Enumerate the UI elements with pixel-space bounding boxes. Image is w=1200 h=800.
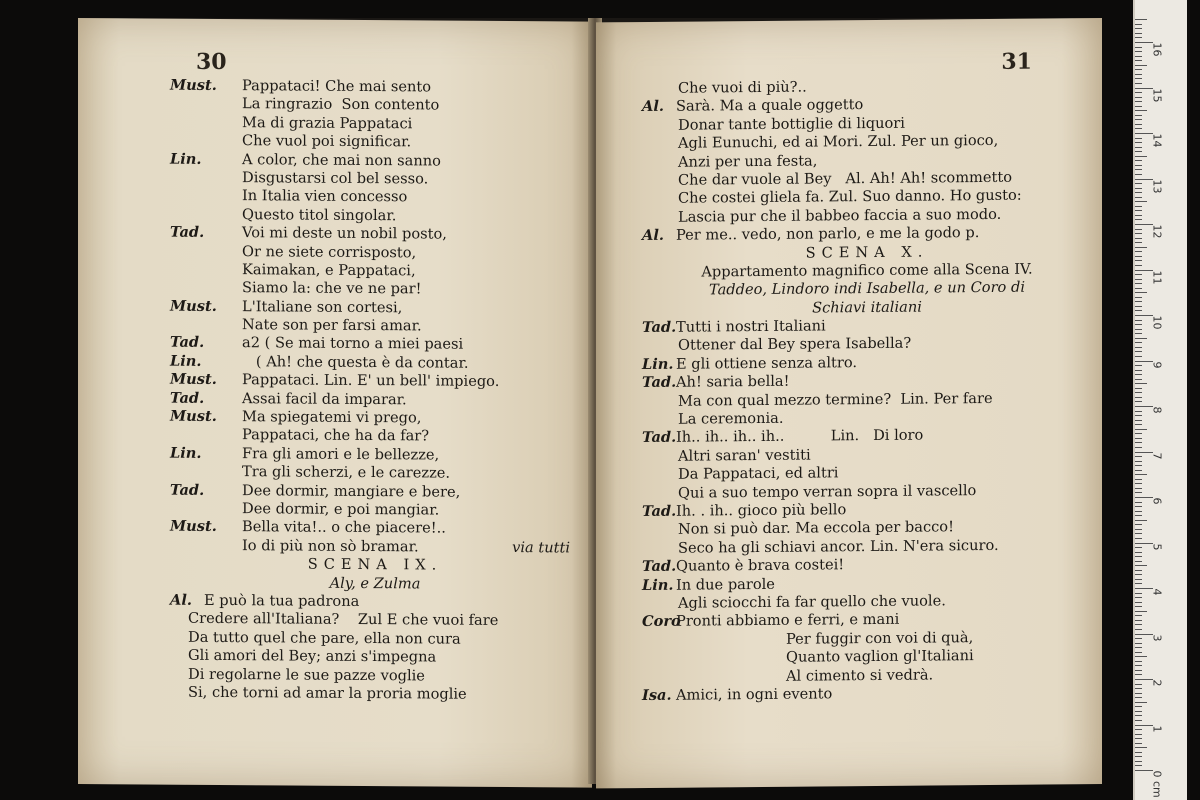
ruler-tick [1135, 128, 1142, 129]
line-text: Pronti abbiamo e ferri, e mani [676, 611, 900, 631]
line-text: Agli Eunuchi, ed ai Mori. Zul. Per un gioco, [678, 132, 999, 152]
speaker-label: Tad. [642, 429, 677, 447]
line-text: Sarà. Ma a quale oggetto [676, 96, 864, 116]
speaker-label: Tad. [642, 373, 677, 392]
ruler-tick [1135, 761, 1142, 762]
speaker-label: Tad. [642, 318, 677, 337]
ruler-tick [1135, 210, 1142, 211]
text-line [170, 408, 580, 429]
ruler-tick [1135, 747, 1147, 748]
ruler-label: 15 [1150, 88, 1164, 102]
line-text: Qui a suo tempo verran sopra il vascello [678, 481, 977, 502]
text-line [170, 77, 580, 98]
ruler-tick [1135, 397, 1142, 398]
line-text: In due parole [676, 575, 775, 594]
speaker-label: Tad. [170, 389, 205, 407]
line-text: Appartamento magnifico come alla Scena IV. [701, 260, 1033, 281]
speaker-label: Coro [642, 613, 681, 631]
ruler-tick [1135, 28, 1142, 29]
ruler-tick [1135, 142, 1142, 143]
ruler-tick [1135, 684, 1142, 685]
ruler-tick [1135, 60, 1142, 61]
line-text: Or ne siete corrisposto, [242, 242, 417, 261]
ruler-tick [1135, 156, 1147, 157]
ruler-tick [1135, 124, 1142, 125]
ruler-tick [1135, 78, 1142, 79]
ruler-tick [1135, 19, 1147, 20]
ruler-tick [1135, 547, 1142, 548]
measurement-ruler [1133, 0, 1187, 800]
ruler-tick [1135, 656, 1147, 657]
ruler-tick [1135, 101, 1142, 102]
speaker-label: Al. [170, 591, 192, 609]
ruler-tick [1135, 579, 1142, 580]
ruler-tick [1135, 529, 1142, 530]
line-text: La ringrazio Son contento [242, 95, 440, 114]
ruler-tick [1135, 624, 1142, 625]
speaker-label: Al. [642, 226, 664, 245]
ruler-tick [1135, 138, 1142, 139]
ruler-tick [1135, 65, 1147, 66]
line-text: Altri saran' vestiti [678, 446, 811, 465]
ruler-tick [1135, 652, 1142, 653]
ruler-tick [1135, 183, 1142, 184]
ruler-tick [1135, 379, 1142, 380]
ruler-tick [1135, 606, 1142, 607]
ruler-tick [1135, 570, 1142, 571]
ruler-label: 0 cm [1150, 770, 1164, 798]
ruler-tick [1135, 83, 1142, 84]
ruler-tick [1135, 24, 1142, 25]
speaker-label: Tad. [642, 502, 677, 520]
speaker-label: Lin. [170, 444, 202, 462]
line-text: ( Ah! che questa è da contar. [242, 353, 469, 372]
line-text: Gli amori del Bey; anzi s'impegna [188, 646, 437, 666]
ruler-tick [1135, 556, 1142, 557]
ruler-tick [1135, 147, 1142, 148]
line-text: Fra gli amori e le bellezze, [242, 444, 440, 464]
speaker-label: Isa. [642, 686, 672, 704]
stage-direction: via tutti [512, 538, 570, 557]
ruler-label: 1 [1150, 725, 1164, 732]
ruler-tick [1135, 429, 1147, 430]
line-text: In Italia vien concesso [242, 187, 408, 206]
text-line [642, 683, 1092, 705]
ruler-tick [1135, 374, 1142, 375]
speaker-label: Lin. [642, 576, 674, 594]
speaker-label: Must. [170, 407, 217, 426]
text-line [170, 481, 580, 502]
ruler-tick [1135, 233, 1142, 234]
line-text: Che vuol poi significar. [242, 132, 412, 151]
ruler-tick [1135, 324, 1142, 325]
ruler-tick [1135, 711, 1142, 712]
text-line [170, 297, 580, 318]
ruler-tick [1135, 611, 1147, 612]
line-text: Assai facil da imparar. [242, 389, 407, 408]
ruler-tick [1135, 593, 1142, 594]
ruler-tick [1135, 388, 1142, 389]
ruler-tick [1135, 297, 1142, 298]
ruler-tick [1135, 192, 1142, 193]
ruler-tick [1135, 151, 1142, 152]
ruler-tick [1135, 461, 1142, 462]
text-line [170, 444, 580, 465]
right-page [596, 18, 1102, 788]
line-text: SCENA X. [805, 243, 929, 262]
ruler-tick [1135, 597, 1142, 598]
line-text: Credere all'Italiana? Zul E che vuoi fare [188, 610, 499, 630]
ruler-tick [1135, 201, 1147, 202]
ruler-tick [1135, 538, 1142, 539]
line-text: Voi mi deste un nobil posto, [242, 224, 447, 243]
ruler-tick [1135, 502, 1142, 503]
ruler-tick [1135, 292, 1147, 293]
ruler-tick [1135, 670, 1142, 671]
ruler-tick [1135, 511, 1142, 512]
ruler-label: 13 [1150, 179, 1164, 193]
ruler-label: 10 [1150, 315, 1164, 330]
scene-heading [642, 278, 1092, 300]
line-text: Che vuoi di più?.. [678, 78, 807, 97]
page-text [170, 77, 580, 705]
line-text: Dee dormir, e poi mangiar. [242, 500, 440, 519]
line-text: Kaimakan, e Pappataci, [242, 261, 416, 280]
ruler-tick [1135, 743, 1142, 744]
ruler-tick [1135, 674, 1142, 675]
text-line [170, 150, 580, 171]
line-text: Nate son per farsi amar. [242, 316, 422, 335]
ruler-tick [1135, 174, 1142, 175]
ruler-tick [1135, 33, 1142, 34]
speaker-label: Tad. [170, 481, 205, 499]
ruler-label: 7 [1150, 452, 1164, 459]
line-text: Ma con qual mezzo termine? Lin. Per fare [678, 389, 993, 410]
ruler-label: 2 [1150, 679, 1164, 687]
ruler-tick [1135, 643, 1142, 644]
line-text: E può la tua padrona [204, 591, 360, 610]
line-text: Per me.. vedo, non parlo, e me la godo p. [676, 224, 980, 244]
line-text: Ma di grazia Pappataci [242, 113, 413, 133]
ruler-tick [1135, 247, 1147, 248]
ruler-tick [1135, 752, 1142, 753]
ruler-label: 14 [1150, 133, 1164, 148]
line-text: La ceremonia. [678, 409, 784, 428]
ruler-tick [1135, 251, 1142, 252]
ruler-tick [1135, 524, 1142, 525]
ruler-tick [1135, 320, 1142, 321]
ruler-tick [1135, 383, 1147, 384]
ruler-tick [1135, 738, 1142, 739]
line-text: Lascia pur che il babbeo faccia a suo modo. [678, 205, 1002, 226]
page-number: 30 [196, 48, 227, 76]
line-text: Siamo la: che ve ne par! [242, 279, 422, 298]
speaker-label: Lin. [170, 352, 202, 370]
line-text: Che dar vuole al Bey Al. Ah! Ah! scommetto [678, 168, 1013, 189]
speaker-label: Tad. [642, 557, 677, 576]
line-text: SCENA IX. [307, 555, 443, 574]
ruler-tick [1135, 729, 1142, 730]
line-text: Per fuggir con voi di quà, [786, 628, 974, 648]
ruler-tick [1135, 260, 1142, 261]
ruler-tick [1135, 456, 1142, 457]
ruler-tick [1135, 306, 1142, 307]
speaker-label: Lin. [642, 355, 674, 373]
ruler-tick [1135, 329, 1142, 330]
ruler-tick [1135, 438, 1142, 439]
ruler-tick [1135, 370, 1142, 371]
ruler-tick [1135, 47, 1142, 48]
text-line [170, 224, 580, 245]
ruler-label: 9 [1150, 361, 1164, 368]
line-text: Disgustarsi col bel sesso. [242, 169, 429, 188]
speaker-label: Must. [170, 518, 217, 536]
line-text: Quanto è brava costei! [676, 556, 845, 575]
line-text: Agli sciocchi fa far quello che vuole. [678, 592, 946, 612]
ruler-tick [1135, 765, 1142, 766]
speaker-label: Must. [170, 297, 217, 315]
line-text: Pappataci! Che mai sento [242, 77, 432, 96]
ruler-tick [1135, 442, 1142, 443]
ruler-tick [1135, 69, 1142, 70]
speaker-label: Tad. [170, 223, 205, 242]
ruler-tick [1135, 92, 1142, 93]
line-text: Che costei gliela fa. Zul. Suo danno. Ho gusto: [678, 187, 1022, 208]
ruler-tick [1135, 561, 1142, 562]
ruler-tick [1135, 256, 1142, 257]
ruler-tick [1135, 106, 1142, 107]
ruler-tick [1135, 479, 1142, 480]
line-text: Da Pappataci, ed altri [678, 464, 839, 483]
line-text: Ih. . ih.. gioco più bello [676, 501, 847, 520]
text-line [170, 518, 580, 539]
ruler-tick [1135, 488, 1142, 489]
ruler-tick [1135, 288, 1142, 289]
line-text: Pappataci, che ha da far? [242, 426, 430, 445]
ruler-tick [1135, 310, 1142, 311]
ruler-tick [1135, 165, 1142, 166]
ruler-tick [1135, 365, 1142, 366]
ruler-tick [1135, 615, 1142, 616]
ruler-tick [1135, 242, 1142, 243]
speaker-label: Tad. [170, 334, 205, 352]
ruler-label: 8 [1150, 406, 1164, 414]
ruler-tick [1135, 515, 1142, 516]
ruler-tick [1135, 629, 1142, 630]
ruler-tick [1135, 338, 1147, 339]
speaker-label: Lin. [170, 150, 202, 168]
ruler-tick [1135, 229, 1142, 230]
line-text: Di regolarne le sue pazze voglie [188, 665, 425, 684]
line-text: Seco ha gli schiavi ancor. Lin. N'era sicuro. [678, 536, 999, 557]
ruler-tick [1135, 347, 1142, 348]
ruler-tick [1135, 401, 1142, 402]
ruler-tick [1135, 552, 1142, 553]
ruler-tick [1135, 506, 1142, 507]
line-text: Questo titol singolar. [242, 205, 397, 224]
line-text: Ih.. ih.. ih.. ih.. Lin. Di loro [676, 426, 924, 447]
line-text: Anzi per una festa, [678, 152, 818, 171]
ruler-tick [1135, 238, 1142, 239]
ruler-tick [1135, 447, 1142, 448]
ruler-tick [1135, 274, 1142, 275]
ruler-tick [1135, 583, 1142, 584]
line-text: L'Italiane son cortesi, [242, 297, 403, 316]
line-text: Ottener dal Bey spera Isabella? [678, 335, 912, 355]
text-line [170, 684, 580, 705]
ruler-tick [1135, 734, 1142, 735]
line-text: Io di più non sò bramar. [242, 536, 419, 556]
ruler-tick [1135, 160, 1142, 161]
ruler-tick [1135, 301, 1142, 302]
ruler-tick [1135, 565, 1147, 566]
speaker-label: Al. [642, 98, 664, 116]
line-text: Tutti i nostri Italiani [676, 317, 826, 336]
ruler-label: 5 [1150, 543, 1164, 550]
ruler-tick [1135, 188, 1142, 189]
ruler-tick [1135, 483, 1142, 484]
ruler-tick [1135, 351, 1142, 352]
line-text: Da tutto quel che pare, ella non cura [188, 628, 461, 648]
line-text: E gli ottiene senza altro. [676, 353, 858, 373]
line-text: Ah! saria bella! [676, 372, 790, 391]
line-text: A color, che mai non sanno [242, 150, 441, 170]
line-text: Aly, e Zulma [329, 574, 421, 592]
ruler-tick [1135, 756, 1142, 757]
line-text: Amici, in ogni evento [676, 685, 833, 704]
ruler-tick [1135, 392, 1142, 393]
ruler-tick [1135, 342, 1142, 343]
left-page [78, 18, 592, 788]
ruler-tick [1135, 420, 1142, 421]
line-text: Pappataci. Lin. E' un bell' impiego. [242, 371, 500, 391]
ruler-tick [1135, 219, 1142, 220]
ruler-tick [1135, 715, 1142, 716]
ruler-label: 12 [1150, 224, 1164, 239]
line-text: Bella vita!.. o che piacere!.. [242, 518, 446, 537]
ruler-label: 4 [1150, 588, 1164, 596]
line-text: Ma spiegatemi vi prego, [242, 408, 422, 427]
ruler-tick [1135, 697, 1142, 698]
ruler-tick [1135, 333, 1142, 334]
ruler-tick [1135, 647, 1142, 648]
speaker-label: Must. [170, 76, 217, 94]
line-text: a2 ( Se mai torno a miei paesi [242, 334, 464, 354]
ruler-tick [1135, 115, 1142, 116]
ruler-tick [1135, 688, 1142, 689]
ruler-tick [1135, 620, 1142, 621]
ruler-tick [1135, 97, 1142, 98]
ruler-tick [1135, 37, 1142, 38]
ruler-tick [1135, 474, 1147, 475]
ruler-tick [1135, 706, 1142, 707]
ruler-tick [1135, 169, 1142, 170]
page-number: 31 [1001, 48, 1032, 75]
open-book [78, 18, 1102, 784]
line-text: Dee dormir, mangiare e bere, [242, 481, 461, 501]
ruler-tick [1135, 206, 1142, 207]
ruler-tick [1135, 702, 1147, 703]
ruler-tick [1135, 74, 1142, 75]
line-text: Si, che torni ad amar la proria moglie [188, 683, 467, 703]
speaker-label: Must. [170, 370, 217, 389]
ruler-tick [1135, 602, 1142, 603]
ruler-tick [1135, 215, 1142, 216]
ruler-tick [1135, 470, 1142, 471]
line-text: Tra gli scherzi, e le carezze. [242, 463, 451, 482]
ruler-tick [1135, 415, 1142, 416]
ruler-tick [1135, 197, 1142, 198]
ruler-tick [1135, 638, 1142, 639]
ruler-tick [1135, 279, 1142, 280]
ruler-tick [1135, 433, 1142, 434]
ruler-label: 6 [1150, 497, 1164, 505]
line-text: Quanto vaglion gl'Italiani [786, 647, 974, 666]
ruler-tick [1135, 720, 1142, 721]
ruler-label: 16 [1150, 42, 1164, 57]
ruler-tick [1135, 283, 1142, 284]
ruler-tick [1135, 533, 1142, 534]
line-text: Non si può dar. Ma eccola per bacco! [678, 518, 954, 539]
ruler-tick [1135, 265, 1142, 266]
ruler-tick [1135, 119, 1142, 120]
ruler-tick [1135, 574, 1142, 575]
ruler-tick [1135, 51, 1142, 52]
ruler-tick [1135, 465, 1142, 466]
ruler-tick [1135, 356, 1142, 357]
ruler-tick [1135, 424, 1142, 425]
ruler-tick [1135, 492, 1142, 493]
ruler-tick [1135, 520, 1147, 521]
ruler-tick [1135, 110, 1147, 111]
ruler-tick [1135, 56, 1142, 57]
ruler-tick [1135, 411, 1142, 412]
line-text: Al cimento si vedrà. [786, 665, 934, 685]
ruler-tick [1135, 661, 1142, 662]
line-text: Donar tante bottiglie di liquori [678, 114, 905, 134]
ruler-label: 11 [1150, 270, 1164, 284]
ruler-tick [1135, 665, 1142, 666]
line-text: Schiavi italiani [812, 298, 922, 317]
page-text [642, 76, 1092, 705]
ruler-label: 3 [1150, 634, 1164, 641]
ruler-tick [1135, 693, 1142, 694]
line-text: Taddeo, Lindoro indi Isabella, e un Coro di [708, 278, 1025, 299]
